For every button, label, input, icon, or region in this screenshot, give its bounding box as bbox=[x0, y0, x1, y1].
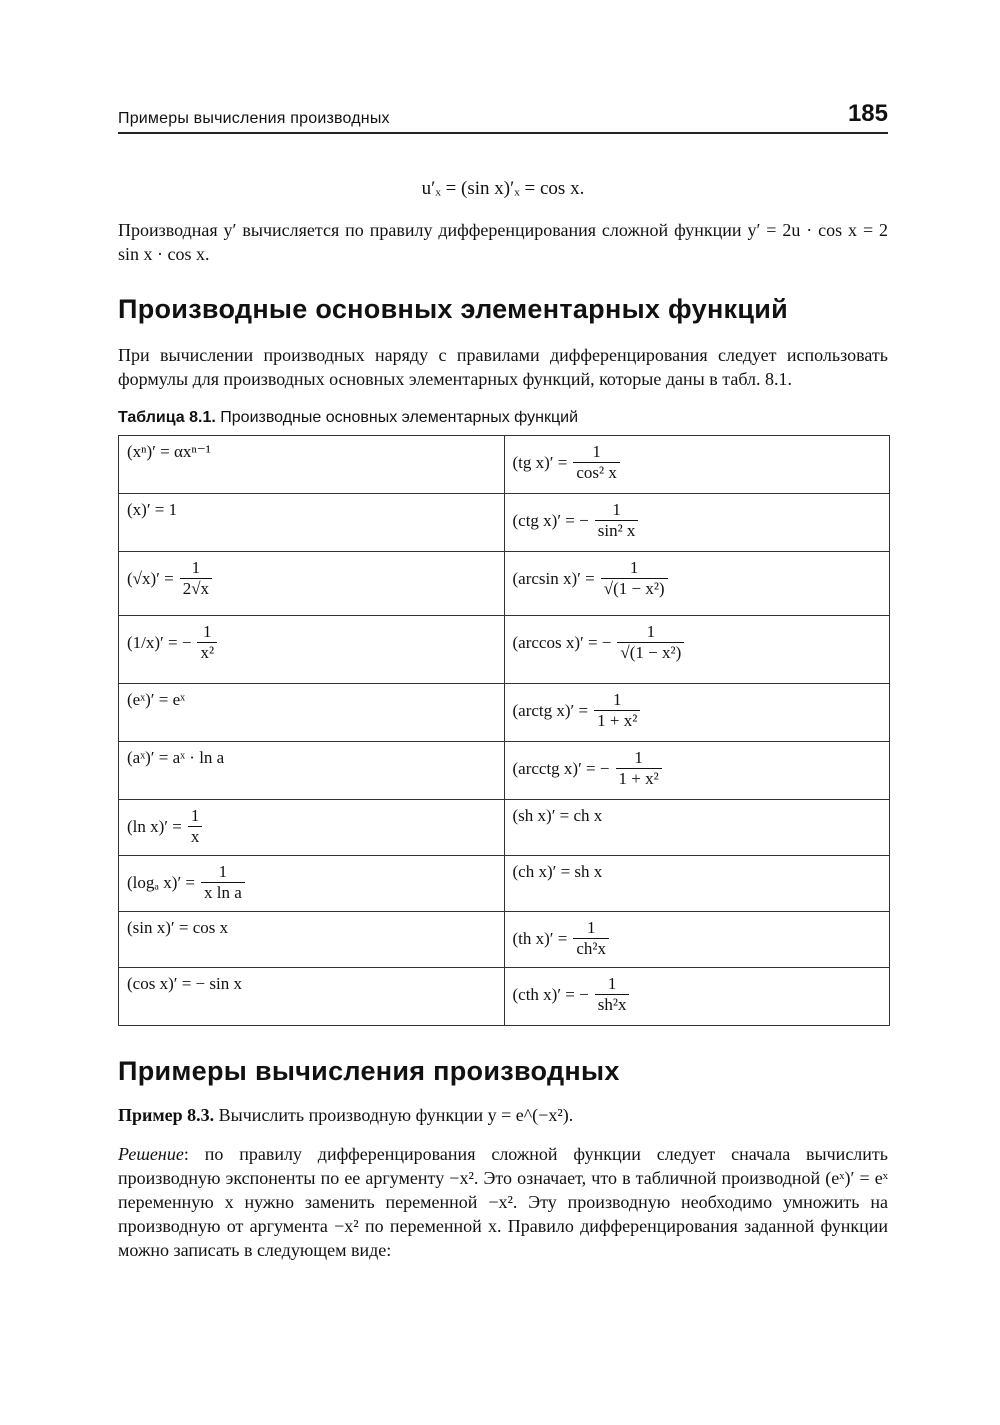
table-caption-text: Производные основных элементарных функций bbox=[220, 409, 579, 426]
formula-lhs: (ln x)′ = bbox=[127, 816, 182, 836]
formula-lhs: (√x)′ = bbox=[127, 568, 174, 588]
fraction bbox=[180, 558, 212, 599]
left-formula-cell bbox=[119, 912, 505, 968]
example-heading bbox=[118, 1105, 888, 1126]
table-row bbox=[119, 436, 890, 494]
fraction-numerator: 1 bbox=[586, 918, 596, 937]
left-formula-cell bbox=[119, 856, 505, 912]
right-formula-cell bbox=[504, 856, 890, 912]
table-caption-label: Таблица 8.1. bbox=[118, 409, 216, 426]
formula-lhs: (cos x)′ = − sin x bbox=[127, 974, 242, 993]
example-label: Пример 8.3. bbox=[118, 1105, 215, 1125]
fraction-numerator: 1 bbox=[607, 974, 617, 993]
fraction bbox=[573, 442, 620, 483]
formula-lhs: (ch x)′ = sh x bbox=[512, 862, 603, 881]
fraction-numerator: 1 bbox=[218, 862, 228, 881]
running-title: Примеры вычисления производных bbox=[118, 110, 390, 127]
formula-lhs: (tg x)′ = bbox=[512, 452, 568, 472]
page-number: 185 bbox=[847, 100, 888, 127]
fraction bbox=[188, 806, 203, 847]
right-formula-cell bbox=[504, 552, 890, 616]
formula-lhs: (arctg x)′ = bbox=[512, 700, 589, 720]
fraction bbox=[201, 862, 245, 903]
intro-paragraph: Производная y′ вычисляется по правилу дифференцирования сложной функции y′ = 2u · cos x = 2 sin x · cos x. bbox=[118, 220, 888, 264]
formula-lhs: (xⁿ)′ = αxⁿ⁻¹ bbox=[127, 442, 211, 461]
solution-lead: Решение bbox=[118, 1144, 184, 1164]
table-row bbox=[119, 684, 890, 742]
table-row bbox=[119, 616, 890, 684]
page bbox=[118, 92, 888, 1262]
fraction-denominator: √(1 − x²) bbox=[601, 578, 668, 599]
fraction-numerator: 1 bbox=[190, 806, 200, 825]
table-row bbox=[119, 800, 890, 856]
derivatives-table bbox=[118, 435, 890, 1026]
table-row bbox=[119, 494, 890, 552]
fraction bbox=[573, 918, 609, 959]
fraction bbox=[601, 558, 668, 599]
right-formula-cell bbox=[504, 494, 890, 552]
fraction-numerator: 1 bbox=[203, 622, 212, 641]
running-header bbox=[118, 92, 888, 134]
table-row bbox=[119, 912, 890, 968]
section-title-examples: Примеры вычисления производных bbox=[118, 1056, 620, 1086]
left-formula-cell bbox=[119, 436, 505, 494]
fraction-denominator: sh²x bbox=[595, 994, 630, 1015]
formula-lhs: (arcsin x)′ = bbox=[512, 568, 595, 588]
left-formula-cell bbox=[119, 552, 505, 616]
fraction bbox=[197, 622, 217, 663]
fraction-denominator: x² bbox=[197, 642, 217, 663]
formula-lhs: (sin x)′ = cos x bbox=[127, 918, 229, 937]
section-paragraph: При вычислении производных наряду с правилами дифференцирования следует использовать формулы для производных основных элементарных функций, которые даны в табл. 8.1. bbox=[118, 345, 888, 389]
fraction-denominator: ch²x bbox=[573, 938, 609, 959]
solution-text: : по правилу дифференцирования сложной функции следует сначала вычислить производную экспоненты по ее аргументу −x². Это означает, что в табличной производной (eˣ)′ = eˣ переменную x нужно заменить переменной −x². Эту производную необходимо умножить на производную от аргумента −x² по переменной x. Правило дифференцирования заданной функции можно записать в следующем виде: bbox=[118, 1144, 888, 1260]
table-row bbox=[119, 552, 890, 616]
fraction bbox=[617, 622, 684, 663]
table-caption bbox=[118, 409, 888, 427]
fraction bbox=[594, 690, 640, 731]
formula-lhs: (logₐ x)′ = bbox=[127, 872, 195, 892]
table-row bbox=[119, 968, 890, 1026]
formula-lhs: (ctg x)′ = − bbox=[512, 510, 589, 530]
fraction-numerator: 1 bbox=[612, 690, 622, 709]
fraction-numerator: 1 bbox=[191, 558, 201, 577]
fraction bbox=[595, 974, 630, 1015]
fraction bbox=[616, 748, 662, 789]
table-row bbox=[119, 856, 890, 912]
formula-lhs: (cth x)′ = − bbox=[512, 984, 589, 1004]
left-formula-cell bbox=[119, 684, 505, 742]
formula-lhs: (aˣ)′ = aˣ · ln a bbox=[127, 748, 225, 767]
fraction-denominator: sin² x bbox=[595, 520, 639, 541]
left-formula-cell bbox=[119, 494, 505, 552]
solution-paragraph bbox=[118, 1142, 888, 1262]
fraction bbox=[595, 500, 639, 541]
fraction-denominator: x ln a bbox=[201, 882, 245, 903]
formula-lhs: (arccos x)′ = − bbox=[512, 632, 612, 652]
right-formula-cell bbox=[504, 684, 890, 742]
right-formula-cell bbox=[504, 436, 890, 494]
right-formula-cell bbox=[504, 800, 890, 856]
fraction-denominator: 2√x bbox=[180, 578, 212, 599]
fraction-denominator: cos² x bbox=[573, 462, 620, 483]
formula-lhs: (eˣ)′ = eˣ bbox=[127, 690, 186, 709]
example-text: Вычислить производную функции y = e^(−x²). bbox=[218, 1105, 574, 1125]
top-formula: u′ₓ = (sin x)′ₓ = cos x. bbox=[421, 178, 585, 199]
fraction-numerator: 1 bbox=[646, 622, 656, 641]
fraction-denominator: 1 + x² bbox=[594, 710, 640, 731]
left-formula-cell bbox=[119, 742, 505, 800]
right-formula-cell bbox=[504, 912, 890, 968]
fraction-numerator: 1 bbox=[612, 500, 621, 519]
table-row bbox=[119, 742, 890, 800]
left-formula-cell bbox=[119, 800, 505, 856]
formula-lhs: (th x)′ = bbox=[512, 928, 568, 948]
right-formula-cell bbox=[504, 616, 890, 684]
formula-lhs: (x)′ = 1 bbox=[127, 500, 178, 519]
left-formula-cell bbox=[119, 616, 505, 684]
formula-lhs: (arcctg x)′ = − bbox=[512, 758, 610, 778]
fraction-numerator: 1 bbox=[629, 558, 639, 577]
left-formula-cell bbox=[119, 968, 505, 1026]
fraction-numerator: 1 bbox=[592, 442, 601, 461]
right-formula-cell bbox=[504, 968, 890, 1026]
right-formula-cell bbox=[504, 742, 890, 800]
formula-lhs: (1/x)′ = − bbox=[127, 632, 192, 652]
section-title-elementary-derivatives: Производные основных элементарных функций bbox=[118, 294, 789, 324]
fraction-denominator: √(1 − x²) bbox=[617, 642, 684, 663]
formula-lhs: (sh x)′ = ch x bbox=[512, 806, 603, 825]
fraction-denominator: x bbox=[188, 826, 203, 847]
fraction-numerator: 1 bbox=[634, 748, 643, 767]
fraction-denominator: 1 + x² bbox=[616, 768, 662, 789]
